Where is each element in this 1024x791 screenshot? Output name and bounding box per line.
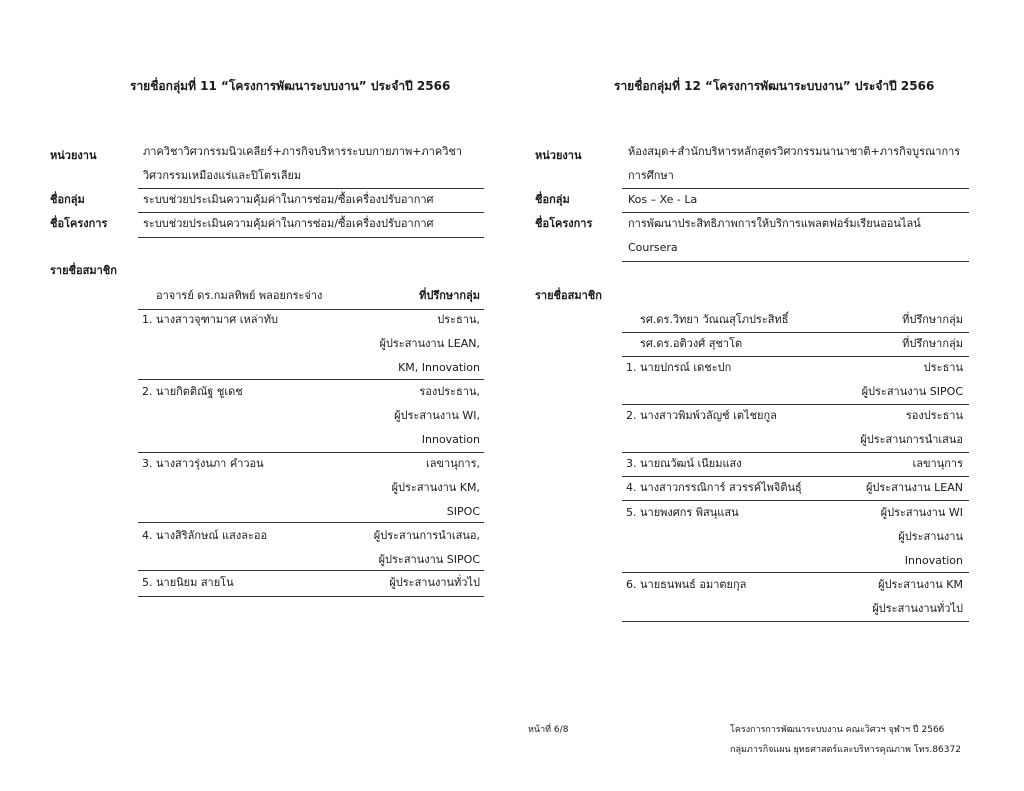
footer-line1: โครงการการพัฒนาระบบงาน คณะวิศวฯ จุฬาฯ ปี 2566 (730, 725, 945, 735)
member-role: เลขานุการ, (426, 457, 480, 470)
member-role: เลขานุการ (912, 457, 963, 470)
project-name-label: ชื่อโครงการ (50, 217, 108, 230)
unit-value-line1: ห้องสมุด+สำนักบริหารหลักสูตรวิศวกรรมนานาชาติ+ภารกิจบูรณาการ (628, 145, 961, 158)
member-row (138, 452, 480, 524)
member-row (622, 476, 963, 500)
divider (622, 261, 969, 262)
member-name: 1. นางสาวจุฑามาศ เหล่าทับ (142, 313, 278, 326)
member-row (138, 571, 480, 595)
unit-value (143, 140, 488, 188)
member-role: ผู้ประสานงาน LEAN, (379, 337, 480, 350)
member-role: ประธาน, (437, 313, 480, 326)
member-name: 2. นายกิตติณัฐ ชูเดช (142, 385, 243, 398)
project-name-value (628, 212, 973, 260)
group-name-value: Kos – Xe - La (628, 193, 698, 206)
advisor-name: อาจารย์ ดร.กมลทิพย์ พลอยกระจ่าง (156, 289, 323, 302)
member-role: ผู้ประสานงาน KM, (391, 481, 480, 494)
group-11-title: รายชื่อกลุ่มที่ 11 “โครงการพัฒนาระบบงาน” ประจำปี 2566 (130, 79, 451, 93)
member-name: 5. นายนิยม สายโน (142, 576, 234, 589)
project-name-value: ระบบช่วยประเมินความคุ้มค่าในการซ่อม/ซื้อเครื่องปรับอากาศ (143, 217, 434, 230)
member-row (622, 501, 963, 573)
advisor-row (622, 332, 963, 356)
members-label: รายชื่อสมาชิก (50, 264, 117, 277)
project-name-line2: Coursera (628, 241, 678, 254)
footer-line2: กลุ่มภารกิจแผน ยุทธศาสตร์และบริหารคุณภาพ โทร.86372 (730, 745, 961, 755)
member-role: ผู้ประสานการนำเสนอ (860, 433, 963, 446)
divider (622, 621, 969, 622)
member-name: 1. นายปกรณ์ เดชะปก (626, 361, 732, 374)
divider (138, 596, 484, 597)
unit-value-line1: ภาควิชาวิศวกรรมนิวเคลียร์+ภารกิจบริหารระบบกายภาพ+ภาควิชา (143, 145, 463, 158)
advisor-name: รศ.ดร.อติวงศ์ สุชาโต (640, 337, 743, 350)
page-number: หน้าที่ 6/8 (528, 725, 569, 735)
advisor-row (622, 308, 963, 332)
unit-value (628, 140, 973, 188)
advisor-role: ที่ปรึกษากลุ่ม (419, 289, 480, 302)
member-role: ผู้ประสานงาน WI, (394, 409, 480, 422)
advisor-role: ที่ปรึกษากลุ่ม (902, 337, 963, 350)
member-row (622, 356, 963, 404)
member-role: ผู้ประสานงาน SIPOC (378, 553, 480, 566)
group-name-value: ระบบช่วยประเมินความคุ้มค่าในการซ่อม/ซื้อเครื่องปรับอากาศ (143, 193, 434, 206)
member-role: ผู้ประสานการนำเสนอ, (373, 529, 480, 542)
member-role: รองประธาน, (419, 385, 480, 398)
member-role: ประธาน (923, 361, 963, 374)
member-name: 6. นายธนพนธ์ อมาตยกุล (626, 578, 747, 591)
unit-label: หน่วยงาน (535, 149, 582, 162)
member-role: ผู้ประสานงาน KM (878, 578, 963, 591)
member-role: ผู้ประสานงานทั่วไป (872, 602, 963, 615)
advisor-row (138, 284, 480, 308)
member-row (622, 404, 963, 452)
member-role: SIPOC (446, 505, 480, 518)
unit-label: หน่วยงาน (50, 149, 97, 162)
advisor-role: ที่ปรึกษากลุ่ม (902, 313, 963, 326)
member-role: Innovation (421, 433, 480, 446)
member-role: ผู้ประสานงาน SIPOC (861, 385, 963, 398)
group-name-label: ชื่อกลุ่ม (50, 193, 85, 206)
unit-value-line2: วิศวกรรมเหมืองแร่และปิโตรเลียม (143, 169, 302, 182)
member-name: 3. นายณวัฒน์ เนียมแสง (626, 457, 742, 470)
member-role: ผู้ประสานงาน (898, 530, 963, 543)
member-name: 5. นายพงศกร พิสนุแสน (626, 506, 739, 519)
member-name: 4. นางสาวกรรณิการ์ สวรรค์ไพจิตินธุ์ (626, 481, 802, 494)
project-name-label: ชื่อโครงการ (535, 217, 593, 230)
member-role: รองประธาน (905, 409, 963, 422)
member-role: KM, Innovation (398, 361, 480, 374)
member-name: 4. นางสิริลักษณ์ แสงละออ (142, 529, 268, 542)
divider (138, 522, 484, 523)
member-role: Innovation (904, 554, 963, 567)
divider (138, 237, 484, 238)
group-12-title: รายชื่อกลุ่มที่ 12 “โครงการพัฒนาระบบงาน” ประจำปี 2566 (614, 79, 935, 93)
member-role: ผู้ประสานงาน WI (880, 506, 963, 519)
project-name-line1: การพัฒนาประสิทธิภาพการให้บริการแพลตฟอร์มเรียนออนไลน์ (628, 217, 921, 230)
member-row (138, 380, 480, 452)
group-name-label: ชื่อกลุ่ม (535, 193, 570, 206)
member-name: 3. นางสาวรุ่งนภา คำวอน (142, 457, 264, 470)
member-row (138, 524, 480, 572)
advisor-name: รศ.ดร.วิทยา วัณณสุโภประสิทธิ์ (640, 313, 789, 326)
member-role: ผู้ประสานงานทั่วไป (389, 576, 480, 589)
member-row (622, 573, 963, 621)
members-label: รายชื่อสมาชิก (535, 289, 602, 302)
member-row (622, 452, 963, 476)
member-row (138, 308, 480, 380)
member-name: 2. นางสาวพิมพ์วลัญช์ เตไชยกูล (626, 409, 777, 422)
unit-value-line2: การศึกษา (628, 169, 674, 182)
member-role: ผู้ประสานงาน LEAN (865, 481, 963, 494)
